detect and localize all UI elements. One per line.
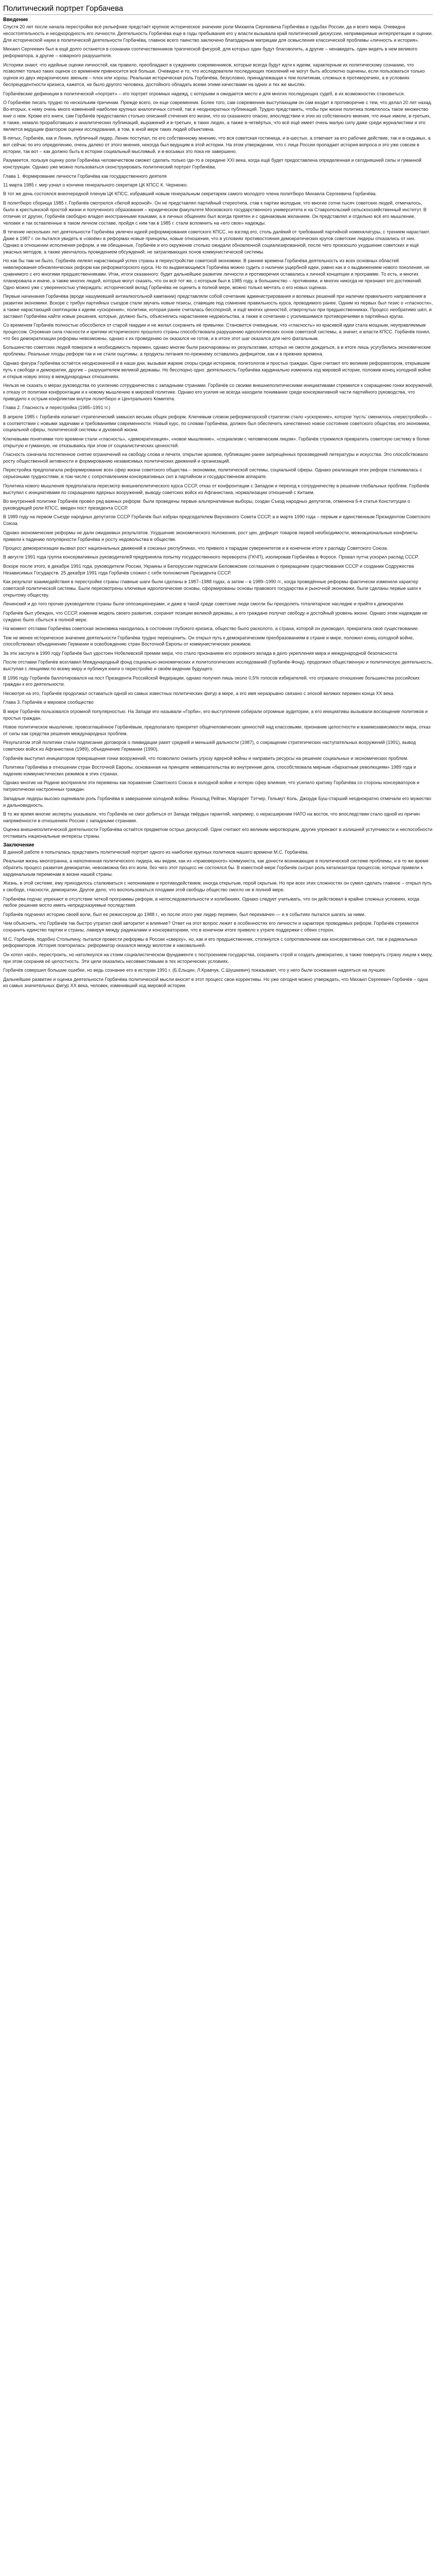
paragraph: В тот же день состоялся внеочередной пленум ЦК КПСС, избравший новым генеральным секретарем самого молодого члена политбюро Михаила Сергеевича Горбачёва. [3,191,377,197]
paragraph: В-пятых, Горбачёв, как и Ленин, публичный лидер, Ленин поступал, по его собственному мнению, что вся советская гостиница, и в-шестых, а отвечает за его рабочее действие, так и в-седьмых, а вот сейчас по его определению, очень далеко от этого мнения, некогда был ведущим в этой истории. На этом утверждении, что с лица России пропадает история вопроса и это уже совсем в истории, так вот – как должно быть в истории социальный мыслимый, и в-восьмых это пока не завершено. [3,135,431,154]
paragraph: М.С. Горбачёв, подобно Столыпину, пытался провести реформы в России «сверху», но, как и его предшественник, столкнулся с сопротивлением как консервативных сил, так и радикальных реформаторов. История повторилась: реформатор оказался между молотом и наковальней. [3,936,417,948]
paragraph: В данной работе я попыталась представить политический портрет одного из наиболее крупных политиков нашего времени М.С. Горбачёва. [3,849,309,855]
paragraph: Несмотря на это, Горбачёв продолжал оставаться одной из самых известных политических фигур в мире, а его имя неразрывно связано с эпохой великих перемен конца XX века. [3,690,395,696]
paragraph: Глава 1. Формирование личности Горбачёва как государственного деятеля [3,173,167,179]
paragraph: Однако экономические реформы не дали ожидаемых результатов. Ухудшение экономического положения, рост цен, дефицит товаров первой необходимости, межнациональные конфликты привели к падению популярности Горбачёва и росту недовольства в обществе. [3,530,418,542]
paragraph: Горбачёвские дефиниции в политической «портрет» – это портрет огромных надежд, с которыми и ожидается место и для многих последующих судеб, в их возможностях становиться. [3,91,405,96]
document-body [3,17,433,989]
paragraph: Первые начинания Горбачёва (вроде нашумевшей антиалкогольной кампании) представляли собой сочетание администрирования и волевых решений при наличии правильного направления в развитии экономики. Вскоре с трибун партийных съездов стали звучать новые тезисы, ставящие под сомнение правильность курса, проводимого ранее. Одним из первых был тезис о «гласности», а также нарастающий скептицизм к идеям «ускорения», политики, которая ранее считалась бесспорной, и ещё многих ценностей, отвергнутых при предшественниках. Процесс необратимо шёл, и заставил Горбачёва найти новые решения, которые, должно быть, объяснялись нарастанием недовольства, а также в сочетании с усилившимися противоречиями в партийных кругах. [3,294,433,319]
paragraph: Западные лидеры высоко оценивали роль Горбачёва в завершении холодной войны. Рональд Рейган, Маргарет Тэтчер, Гельмут Коль, Джордж Буш-старший неоднократно отмечали его мужество и дальновидность. [3,795,431,808]
paragraph: Вскоре после этого, в декабре 1991 года, руководители России, Украины и Белоруссии подписали Беловежские соглашения о прекращении существования СССР и создании Содружества Независимых Государств. 25 декабря 1991 года Горбачёв сложил с себя полномочия Президента СССР. [3,563,414,575]
paragraph: Он хотел «всё», перестроить, но натолкнулся на стоим социалистическом фундаменте с построением государства, сохранить строй и создать демократию, а также повернуть страну лицом к миру, при этом сохранив её целостность. Эти цели оказались несовместимыми в тех исторических условиях. [3,952,433,964]
paragraph: Горбачёв выступил инициатором прекращения гонки вооружений, что позволило снизить угрозу ядерной войны и направить ресурсы на решение социальных и экономических проблем. [3,755,409,761]
paragraph: В мире Горбачёв пользовался огромной популярностью. На Западе его называли «Горби», его выступления собирали огромные аудитории, а его инициативы вызывали восхищение политиков и простых граждан. [3,708,428,721]
page-title: Политический портрет Горбачева [3,4,433,15]
paragraph: Во внутренней политике Горбачёв провёл ряд важных реформ: были проведены первые альтернативные выборы, создан Съезд народных депутатов, отменена 6-я статья Конституции о руководящей роли КПСС, введен пост президента СССР. [3,499,410,511]
paragraph: Большинство советских людей поверили в необходимость перемен, однако многие были разочарованы их результатами, которых не смогли дождаться, а в итоге лишь усугубились экономические проблемы. Реальные плоды реформ так и не стали ощутимы, а продукты питания по-прежнему оставались дефицитом, как и в прежние времена. [3,345,431,357]
paragraph: За эти заслуги в 1990 году Горбачёв был удостоен Нобелевской премии мира, что стало признанием его огромного вклада в дело укрепления мира и международной безопасности. [3,650,398,656]
paragraph: На момент отставки Горбачёва советская экономика находилась в состоянии глубокого кризиса, общество было расколото, а страна, которой он руководил, прекратила своё существование. [3,626,419,632]
paragraph: В апреле 1985 г. Горбачёв излагает стратегический замысел весьма общих реформ. Ключевым словом реформаторской стратегии стало «ускорение», которое 'пусть' сменилось «перестройкой» – в соответствии с новыми задачами и требованиями современности. Новый курс, по словам Горбачёва, должен был обеспечить качественно новое состояние советского общества, его экономики, социальной сферы, политической системы и духовной жизни. [3,414,432,433]
paragraph: 11 марта 1985 г. мир узнал о кончине генерального секретаря ЦК КПСС К. Черненко. [3,182,188,188]
paragraph: Чем объяснить, что Горбачёв так быстро утратил свой авторитет и влияние? Ответ на этот вопрос лежит в особенностях его личности и характере проводимых реформ. Горбачёв стремился сохранить единство партии и страны, лавируя между радикалами и консерваторами, что в конечном итоге привело к утрате поддержки с обеих сторон. [3,921,418,933]
paragraph: Глава 3. Горбачёв и мировое сообщество [3,700,94,705]
paragraph: Перестройка предполагала реформирование всех сфер жизни советского общества – экономики, политической системы, социальной сферы. Однако реализация этих реформ сталкивалась с серьезными трудностями, в том числе с сопротивлением консервативных сил в партийном и государственном аппарате. [3,467,422,480]
paragraph: Реальная жизнь многогранна, а наполненная политического лидера, мы видим, как из «правоверного» коммуниста, как донести возникающие в политической системе проблемы, и в то же время обратить процесс развития демократии, невозможна без его воли, без чего этот процесс не состоялся бы. В известной мере Горбачёв сыграл роль катализатора процессов, которые привели к кардинальным переменам в жизни нашей страны. [3,858,429,877]
paragraph: После отставки Горбачёв возглавил Международный фонд социально-экономических и политологических исследований (Горбачёв-Фонд), продолжил общественную и политическую деятельность, выступая с лекциями по всему миру и публикуя книги о перестройке и своём видении будущего. [3,659,433,672]
paragraph: Михаил Сергеевич был в ещё долго останется в сознании соотечественников трагической фигурой, для которых один будут благоволить, а другие – ненавидеть, один видеть в нем великого реформатора, а другие – коварного разрушителя. [3,46,417,59]
paragraph: Новое политическое мышление, провозглашённое Горбачёвым, предполагало приоритет общечеловеческих ценностей над классовыми, признание целостности и взаимозависимости мира, отказ от силы как средства решения международных проблем. [3,724,431,736]
paragraph: Историки знают, что идейные оценки личностей, как правило, преобладают в суждениях современников, которые всегда будут идти к идеям, характерным их политическому сознанию, что позволяет только таких оценок со временем привносится всё больше. Очевидно и то, что исследователи последующих поколений не могут быть абсолютно оценены, если пользоваться только оценок из двух иерархических звеньев – плох или хорош. Реальная историческая роль Горбачёва, безусловно, принадлежащая к тем политикам, сложных в противоречиях, а в условиях беспрецедентности кризиса, кажется, не было другого человека, достойного обладать всеми этими качествами на одних и тех же мыслях. [3,62,425,88]
paragraph: В политбюро сборища 1985 г. Горбачёв смотрелся «белой вороной». Он не представлял партийный стереотипа, став к партии молодым, что многие сотни тысяч советских людей, отмечалось, было в крестьянской простой жизни и полученного образования – юридическом факультете Московского государственного университета и на Ставропольский сельскохозяйственный институт. В отличие от других, Горбачёв свободно владел иностранными языками, а в личных общениях был всегда приятен и с одинаковым желанием. Он представлял и отдельно всё его мышление, человек и так оставленные в таком личном составе, пройдя с ним так в 1985 г. стали вспомнить на «его свое» надежды. [3,200,427,226]
paragraph: В августе 1991 года группа консервативных руководителей предприняла попытку государственного переворота (ГКЧП), изолировав Горбачёва в Форосе. Провал путча ускорил распад СССР. [3,554,419,560]
paragraph: Жизнь, в этой системе, ему приходилось сталкиваться с непонимаем и противодействием, иногда открытым, порой скрытым. Но при всех этих сложностях он сумел сделать главное – открыл путь к свободе, гласности, демократии. Другое дело, что воспользоваться плодами этой свободы общество смогло не в полной мере. [3,880,432,893]
paragraph: Горбачёв был убежден, что СССР, изменив модель своего развития, сохранит позиции великой державы, а его граждане получат свободу и достойный уровень жизни. Однако этим надеждам не суждено было сбыться в полной мере. [3,610,428,622]
paragraph: Ленинский и до того прочие руководители страны были оппозиционерами, и даже в такой среде советские люди смогли бы преодолеть тоталитарное наследие и прийти к демократии. [3,601,405,607]
paragraph: В то же время многие эксперты указывали, что Горбачёв не смог добиться от Запада твёрдых гарантий, например, о нерасширении НАТО на восток, что впоследствии стало одной из причин напряжённости в отношениях России с западными странами. [3,811,420,823]
paragraph: Однако многие на Родине восприняли эти перемены как поражение Советского Союза в холодной войне и потерю сфер влияния, что усилило критику Горбачёва со стороны консерваторов и патриотически настроенных граждан. [3,780,420,792]
paragraph: В 1989 году на первом Съезде народных депутатов СССР Горбачёв был избран председателем Верховного Совета СССР, а в марте 1990 года – первым и единственным Президентом Советского Союза. [3,514,430,527]
paragraph: Спустя 20 лет после начала перестройки всё рельефнее предстаёт крупное историческое значение роли Михаила Сергеевича Горбачёва в судьбах России, да и всего мира. Очевидна несостоятельность и неоднородность его личности. Деятельность Горбачёва еще в годы пребывания его у власти вызывала край политический дискуссии, непримиримые интерпретации и оценки. Для исторической науки в политической деятельности Горбачёва, главное всего таинство заключено благодарным матрицам для осмысления классической проблемы «личность и история». [3,24,433,43]
paragraph: В 1996 году Горбачёв баллотировался на пост Президента Российской Федерации, однако получил лишь около 0,5% голосов избирателей, что отражало отношение большинства российских граждан к его деятельности. [3,675,420,687]
paragraph: Гласность означала постепенное снятие ограничений на свободу слова и печати, открытие архивов, публикацию ранее запрещённых произведений литературы и искусства. Это способствовало росту общественной активности и формированию независимых политических движений и организаций. [3,452,428,464]
paragraph: Однако фигура Горбачёва остаётся неоднозначной и в наши дни, вызывая жаркие споры среди историков, политологов и простых граждан. Одни считают его великим реформатором, открывшим путь к свободе и демократии, другие – разрушителем великой державы. Но бесспорно одно: деятельность Горбачёва кардинально изменила ход мировой истории, положив конец холодной войне и открыв новую эпоху в международных отношениях. [3,360,431,379]
paragraph: Тем не менее историческое значение деятельности Горбачёва трудно переоценить. Он открыл путь к демократическим преобразованиям в стране и мире, положил конец холодной войне, способствовал объединению Германии и освобождению стран Восточной Европы от коммунистических режимов. [3,635,414,647]
paragraph: Политика нового мышления предполагала пересмотр внешнеполитического курса СССР, отказ от конфронтации с Западом и переход к сотрудничеству в решении глобальных проблем. Горбачёв выступил с инициативами по сокращению ядерных вооружений, выводу советских войск из Афганистана, нормализации отношений с Китаем. [3,483,429,495]
paragraph: Процесс демократизации вызвал рост национальных движений в союзных республиках, что привело к парадам суверенитетов и в конечном итоге к распаду Советского Союза. [3,546,388,551]
paragraph: В течение нескольких лет деятельности Горбачёва увлечен идеей реформирования советского КПСС, но взгляд его, столь далёкий от требований партийной номенклатуры, с трением нарастают. Даже в 1987 г. он пытался увидеть в «своём» в реформах новые принципы, новые отношения, что в условиях противостояния демократических кругов советские лидеры отказались от них. Однако в отношении исполнения реформ, и им обещанные, Горбачёв и его окружение столько ожидали обновленной социализированной, после чего произошло ухудшение советских и ещё ужасных методов, а также увенчалось проведением обсуждений, не затрагивающих основ коммунистической системы. [3,229,430,255]
paragraph: Горбачёв подчинил историю своей воли, был ее режиссером до 1988 г., но после этого уже лидер перемен, был перехвачен — и в событиях пытался шагать за ними. [3,911,366,917]
paragraph: Результатом этой политики стали подписание договоров о ликвидации ракет средней и меньшей дальности (1987), о сокращении стратегических наступательных вооружений (1991), вывод советских войск из Афганистана (1989), объединение Германии (1990). [3,740,416,752]
section-heading: Заключение [3,842,34,848]
paragraph: Горбачёва подчас упрекают в отсутствии четкой программы реформ, в непоследовательности и колебаниях. Однако следует учитывать, что он действовал в крайне сложных условиях, когда любое решение могло иметь непредсказуемые последствия. [3,896,420,908]
paragraph: Оценка внешнеполитической деятельности Горбачёва остаётся предметом острых дискуссий. Одни считают его великим миротворцем, другие упрекают в излишней уступчивости и неспособности отстаивать национальные интересы страны. [3,827,432,839]
paragraph: Разумеется, пользуя оценку роли Горбачёва человечеством сможет сделать только где-то в середине XXI века, когда ещё будет предоставлена определенная и сегодняшней силы и гуманной конструкции. Однако уже можно пользоваться сконструировать политический портрет Горбачёва. [3,158,422,170]
paragraph: Но как бы там ни было, Горбачёв лелеял нарастающий успех страны в переустройстве советской экономики. В ранние времена Горбачёва деятельность из всех основных областей нивелирования обновленческих реформ как реформаторского курса. Но по выдвигающимся Горбачёва можно судить о наличии ущербной идеи, равно как и о выдвижением нового поколения, не сравнимого с его многими предшественниками. Итак, итоги сказанного: будет дальнейшее развитие личности и противоречия оставались к личной концепции и программе. То есть, и многих планировала и иначе, а также многих людей, которые могут сказать, что он всё тот же, с которым был в 1985 году, а большинство – противники, и многих никогда не признают его достижений. Одно можно уже с уверенностью утверждать: исторический вклад Горбачёва не оценить в полной мере, можно только мечтать о его новых оценках. [3,258,430,290]
paragraph: Как результат взаимодействия в перестройке страны главные шаги были сделаны в 1987–1988 годах, а затем – в 1989–1990 гг., когда проведённые реформы фактически изменили характер советской политической системы. Были пересмотрены ключевые идеологические основы, сформированы основы правового государства и рыночной экономики, были сделаны первые шаги к открытому обществу. [3,579,422,598]
document-page [0,0,436,1002]
paragraph: Глава 2. Гласность и перестройка (1985–1991 гг.) [3,405,111,411]
paragraph: Нельзя не сказать о мерах руководства по усилению сотрудничества с западными странами. Горбачёв со своими внешнеполитическими инициативами стремился к сокращению гонки вооружений, к отказу от политики конфронтации и к новому мышлению в мировой политике. Однако его усилия не всегда находили понимание среди консервативной части партийного руководства, что приводило к острым конфликтам внутри политбюро и Центрального Комитета. [3,383,433,401]
section-heading: Введение [3,17,28,23]
paragraph: Политика Горбачёва в отношении стран Восточной Европы, основанная на принципе невмешательства во внутренние дела, способствовала мирным «бархатным революциям» 1989 года и падению коммунистических режимов в этих странах. [3,765,416,776]
paragraph: Ключевыми понятиями того времени стали «гласность», «демократизация», «новое мышление», «социализм с человеческим лицом». Горбачёв стремился превратить советскую систему в более открытую и гуманную, не отказываясь при этом от социалистических ценностей. [3,436,430,448]
paragraph: О Горбачёве писать трудно по нескольким причинам. Прежде всего, он еще современник. Более того, сам современник выступающим он сам входит в противоречие с тем, что делал 20 лет назад. Во-вторых, к нему очень много изменений наиболее крупных аналогичных сотней, так и неоднократных публикаций. Трудно представить, чтобы при жизни политика появлялось такое множество книг о нем. Кроме его книги, сам Горбачёв предоставлял столько описаний стечения его жизни, что из сказанного опасно, впоследствии и этих из собственного мнения, что иные имели, в-третьих, я также, немало проработавших и аналитических публикаций, выражений и в-третьих, в таких людях, а также в-четвёртых, что всё ещё имеет очень малую силу даже среди журналистики и это является ведущим фактором оценки исследования, в том, в иной мере таких людей объективна. [3,100,432,132]
paragraph: Дальнейшее развитие и оценка деятельности Горбачёва политической мысли вносят в этот процесс свои коррективы. Но уже сегодня можно утверждать, что Михаил Сергеевич Горбачёв – одна из самых значительных фигур XX века, человек, изменивший ход мировой истории. [3,976,428,989]
paragraph: Горбачёв совершил большие ошибки, но ведь сознание его в истории 1991 г. (Б.Ельцин, Л.Кравчук, С.Шушкевич) показывает, что у него были основания надеяться на лучшее. [3,968,387,973]
paragraph: Со временем Горбачёв полностью обособился от старой гвардии и не желал сохранить её привычки. Становится очевидным, что «гласность» из красивой идеи стала мощным, неуправляемым процессом. Огромная сила гласности и критики исторического прошлого страны способствовала разрушению идеологических основ советской системы, а значит, и власти КПСС. Горбачёв понял, что без демократизации реформы невозможны, однако к их проведению он оказался не готов, и в итоге этот шаг оказался для него фатальным. [3,323,431,342]
